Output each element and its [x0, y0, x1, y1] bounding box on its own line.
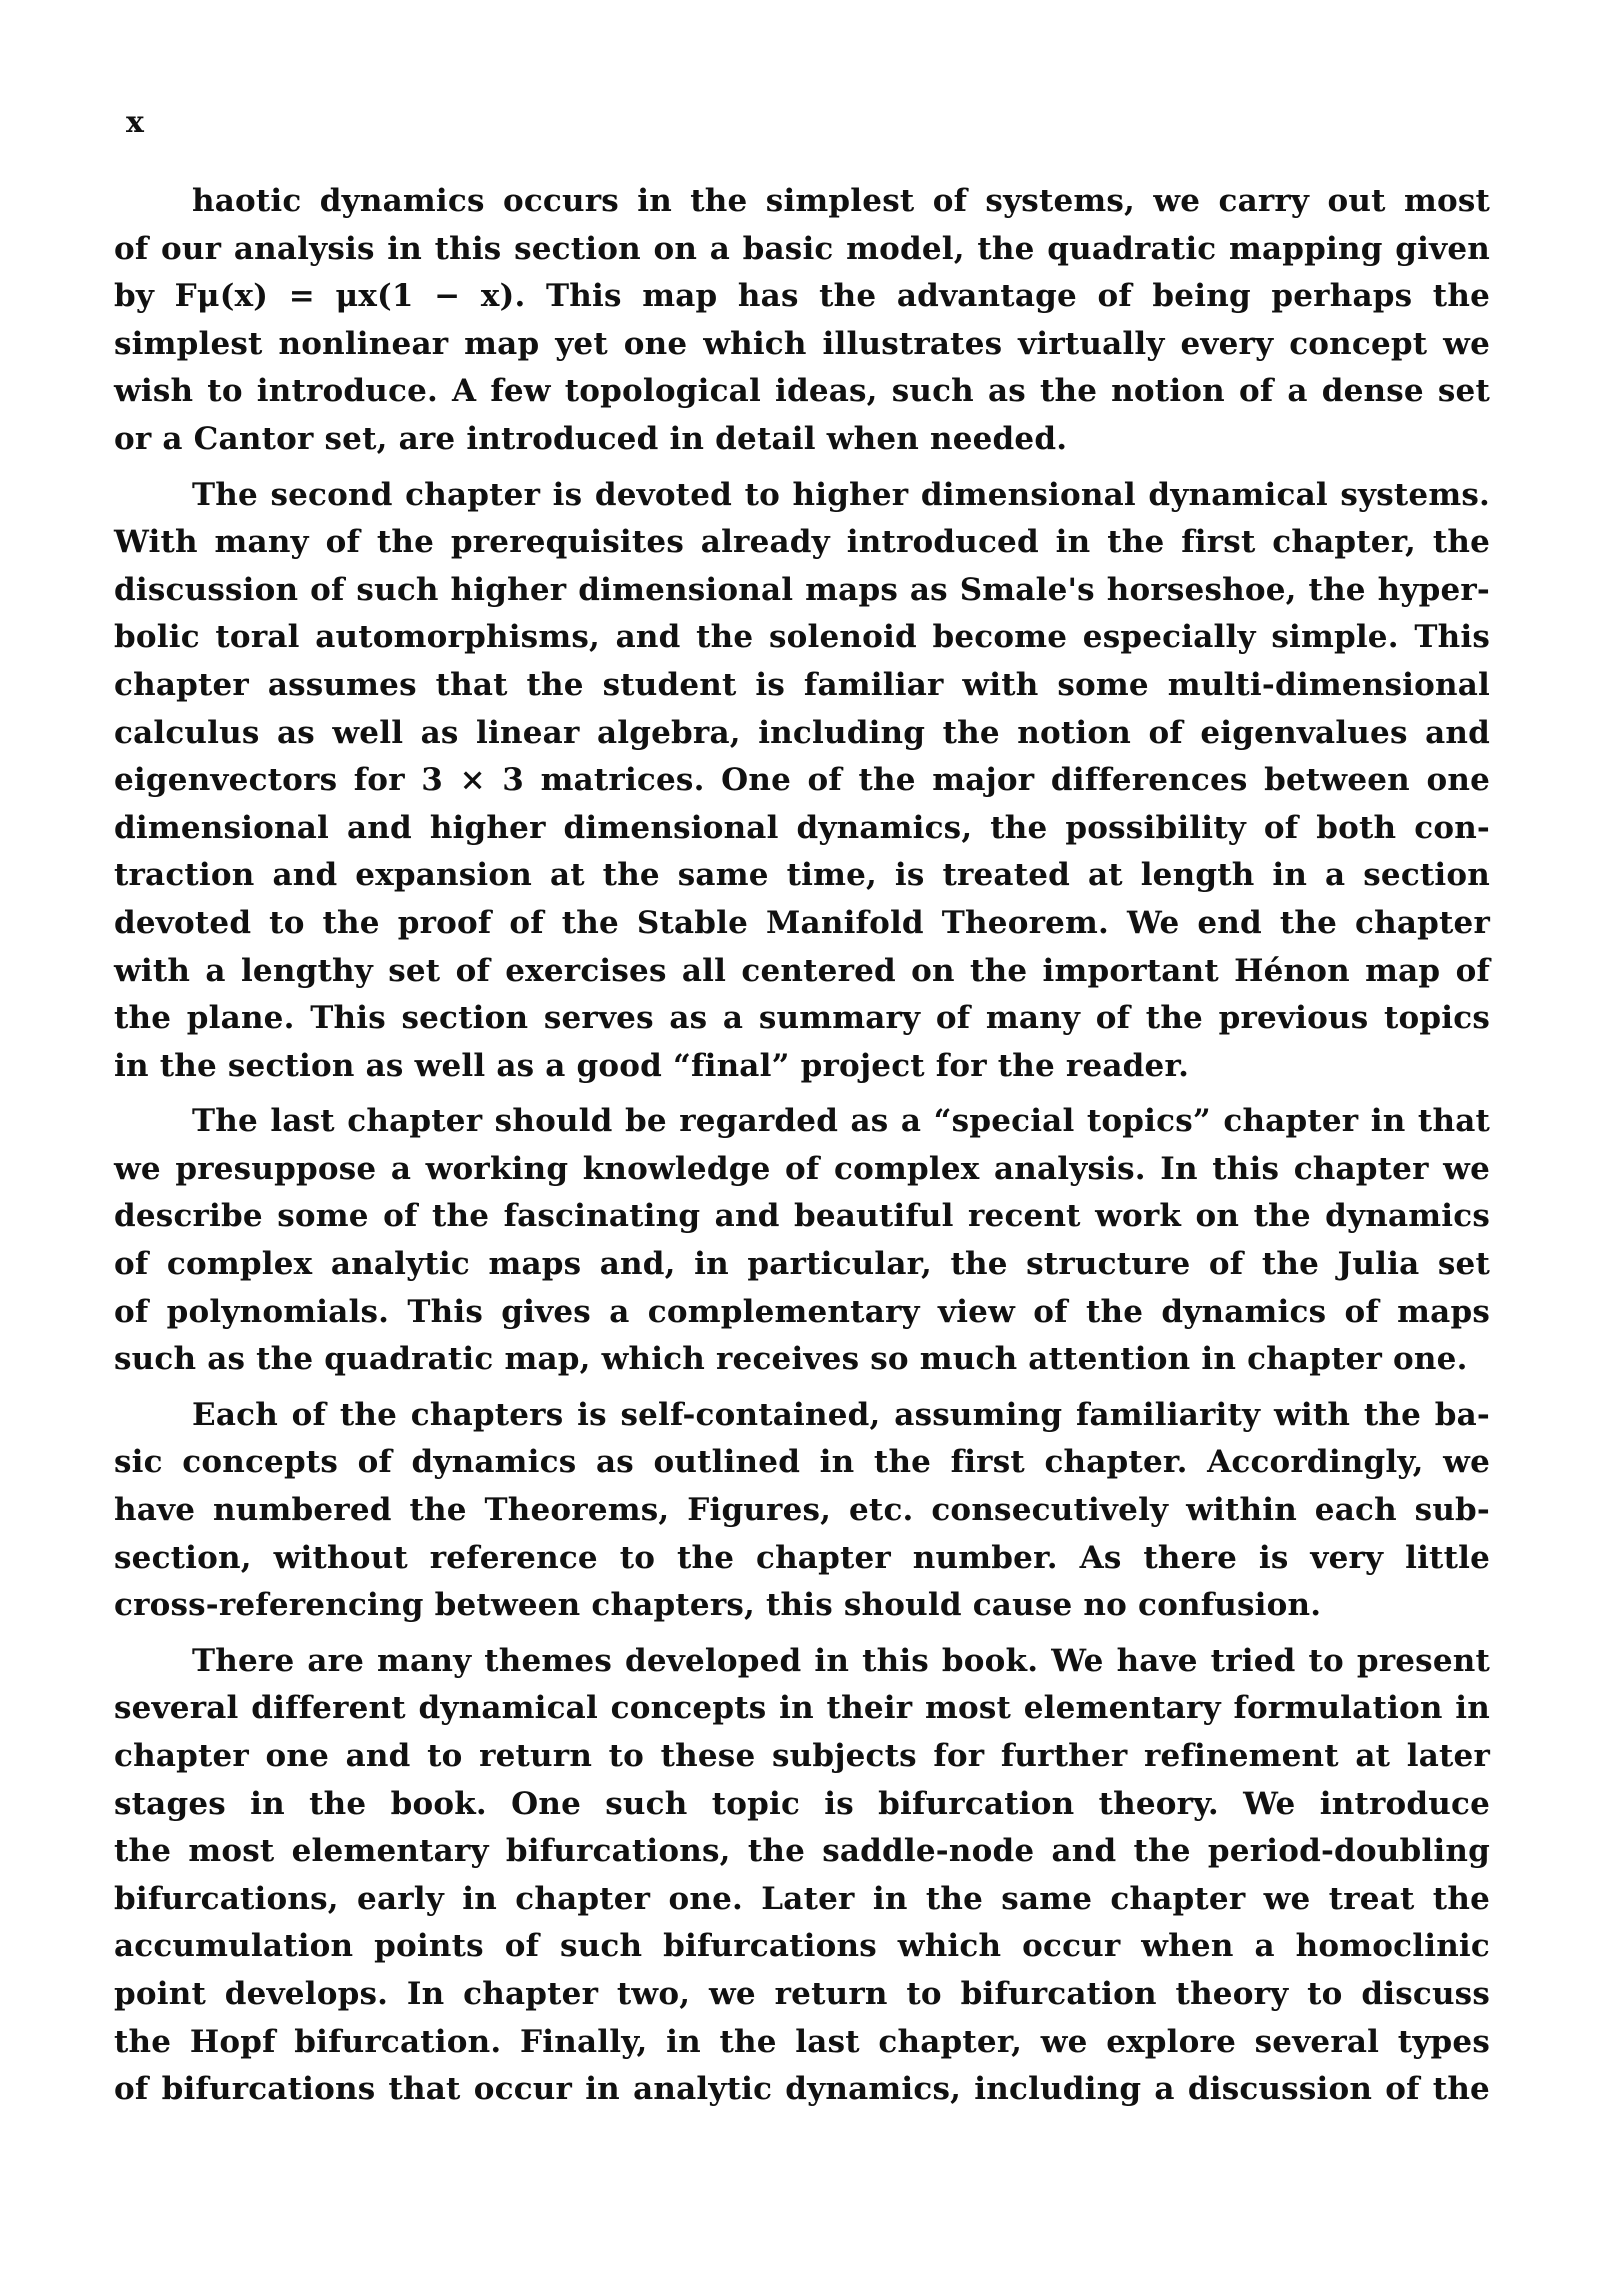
line: bifurcations, early in chapter one. Later in the same chapter we treat the [114, 1880, 1490, 1917]
line: several different dynamical concepts in their most elementary formulation in [114, 1690, 1490, 1727]
line: accumulation points of such bifurcations which occur when a homoclinic [114, 1928, 1490, 1965]
line: With many of the prerequisites already introduced in the first chapter, the [114, 524, 1490, 561]
line: The second chapter is devoted to higher dimensional dynamical systems. [192, 476, 1490, 513]
line: by Fμ(x) = μx(1 − x). This map has the advantage of being perhaps the [114, 278, 1490, 315]
line: calculus as well as linear algebra, including the notion of eigenvalues and [114, 714, 1490, 751]
line: we presuppose a working knowledge of complex analysis. In this chapter we [114, 1150, 1490, 1187]
line: discussion of such higher dimensional maps as Smale's horseshoe, the hyper- [114, 571, 1490, 608]
line: There are many themes developed in this book. We have tried to present [192, 1642, 1490, 1679]
paragraph-3 [114, 1098, 1490, 1384]
line: The last chapter should be regarded as a “special topics” chapter in that [192, 1103, 1490, 1140]
line: the plane. This section serves as a summary of many of the previous topics [114, 1000, 1490, 1037]
line: section, without reference to the chapter number. As there is very little [114, 1539, 1490, 1576]
line: the most elementary bifurcations, the saddle-node and the period-doubling [114, 1833, 1490, 1870]
line: the Hopf bifurcation. Finally, in the last chapter, we explore several types [114, 2023, 1490, 2060]
paragraph-4 [114, 1392, 1490, 1630]
line: stages in the book. One such topic is bifurcation theory. We introduce [114, 1785, 1490, 1822]
line: simplest nonlinear map yet one which illustrates virtually every concept we [114, 325, 1490, 362]
paragraph-1 [114, 178, 1490, 464]
line: dimensional and higher dimensional dynamics, the possibility of both con- [114, 809, 1490, 846]
line: devoted to the proof of the Stable Manifold Theorem. We end the chapter [114, 904, 1490, 941]
line: chapter one and to return to these subjects for further refinement at later [114, 1738, 1490, 1774]
paragraph-5 [114, 1638, 1490, 2114]
line: with a lengthy set of exercises all centered on the important Hénon map of [114, 952, 1490, 989]
line: point develops. In chapter two, we return to bifurcation theory to discuss [114, 1975, 1490, 2012]
line: in the section as well as a good “final” project for the reader. [114, 1047, 1190, 1084]
line: sic concepts of dynamics as outlined in the first chapter. Accordingly, we [114, 1444, 1490, 1481]
line: of our analysis in this section on a basic model, the quadratic mapping given [114, 230, 1490, 267]
line: of complex analytic maps and, in particular, the structure of the Julia set [114, 1246, 1490, 1283]
line: of bifurcations that occur in analytic dynamics, including a discussion of the [114, 2071, 1490, 2108]
line: have numbered the Theorems, Figures, etc. consecutively within each sub- [114, 1492, 1490, 1529]
line: traction and expansion at the same time, is treated at length in a section [114, 857, 1490, 894]
line: haotic dynamics occurs in the simplest of systems, we carry out most [192, 183, 1490, 219]
paragraph-2 [114, 472, 1490, 1091]
line: describe some of the fascinating and beautiful recent work on the dynamics [114, 1198, 1490, 1235]
page-number: x [126, 105, 144, 140]
line: Each of the chapters is self-contained, assuming familiarity with the ba- [192, 1396, 1490, 1433]
line: wish to introduce. A few topological ideas, such as the notion of a dense set [114, 373, 1490, 410]
line: of polynomials. This gives a complementary view of the dynamics of maps [114, 1293, 1490, 1330]
body-text [114, 178, 1490, 2122]
line: or a Cantor set, are introduced in detail when needed. [114, 420, 1068, 457]
line: eigenvectors for 3 × 3 matrices. One of the major differences between one [114, 762, 1490, 799]
line: bolic toral automorphisms, and the solenoid become especially simple. This [114, 619, 1490, 656]
line: such as the quadratic map, which receives so much attention in chapter one. [114, 1341, 1468, 1378]
line: cross-referencing between chapters, this should cause no confusion. [114, 1587, 1322, 1624]
line: chapter assumes that the student is familiar with some multi-dimensional [114, 666, 1490, 703]
